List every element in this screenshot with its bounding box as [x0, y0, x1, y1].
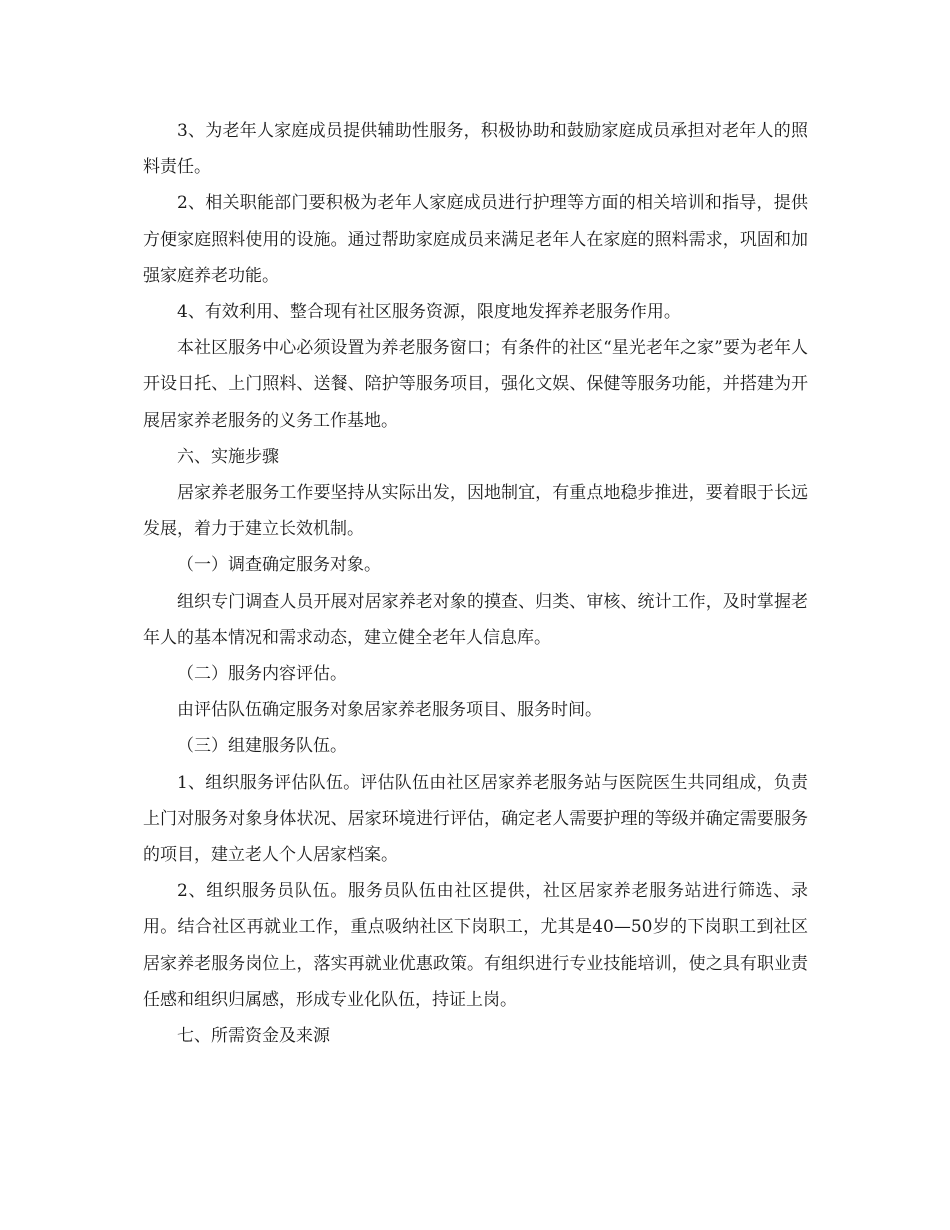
paragraph-service-item-4: 4、有效利用、整合现有社区服务资源，限度地发挥养老服务作用。 — [177, 302, 681, 323]
section-heading-funding-sources: 七、所需资金及来源 — [177, 1026, 330, 1047]
document-body — [143, 113, 808, 1054]
paragraph-service-item-2: 2、相关职能部门要积极为老年人家庭成员进行护理等方面的相关培训和指导，提供方便家庭照料使用的设施。通过帮助家庭成员来满足老年人在家庭的照料需求，巩固和加强家庭养老功能。 — [143, 193, 808, 286]
section-heading-implementation-steps: 六、实施步骤 — [177, 446, 279, 467]
paragraph-service-staff-team: 2、组织服务员队伍。服务员队伍由社区提供，社区居家养老服务站进行筛选、录用。结合社区再就业工作，重点吸纳社区下岗职工，尤其是40—50岁的下岗职工到社区居家养老服务岗位上，落实再就业优惠政策。有组织进行专业技能培训，使之具有职业责任感和组织归属感，形成专业化队伍，持证上岗。 — [143, 881, 808, 1010]
paragraph-implementation-intro: 居家养老服务工作要坚持从实际出发，因地制宜，有重点地稳步推进，要着眼于长远发展，着力于建立长效机制。 — [143, 483, 808, 540]
subheading-survey-service-targets: （一）调查确定服务对象。 — [177, 555, 381, 576]
subheading-build-service-team: （三）组建服务队伍。 — [177, 736, 347, 757]
paragraph-community-center: 本社区服务中心必须设置为养老服务窗口；有条件的社区“星光老年之家”要为老年人开设日托、上门照料、送餐、陪护等服务项目，强化文娱、保健等服务功能，并搭建为开展居家养老服务的义务工作基地。 — [143, 338, 808, 431]
paragraph-assessment-team: 1、组织服务评估队伍。评估队伍由社区居家养老服务站与医院医生共同组成，负责上门对服务对象身体状况、居家环境进行评估，确定老人需要护理的等级并确定需要服务的项目，建立老人个人居家档案。 — [143, 772, 808, 866]
paragraph-assessment-details: 由评估队伍确定服务对象居家养老服务项目、服务时间。 — [177, 700, 602, 721]
subheading-service-assessment: （二）服务内容评估。 — [177, 664, 347, 685]
paragraph-survey-details: 组织专门调查人员开展对居家养老对象的摸查、归类、审核、统计工作，及时掌握老年人的基本情况和需求动态，建立健全老年人信息库。 — [143, 591, 808, 648]
paragraph-service-item-3: 3、为老年人家庭成员提供辅助性服务，积极协助和鼓励家庭成员承担对老年人的照料责任。 — [143, 121, 808, 178]
